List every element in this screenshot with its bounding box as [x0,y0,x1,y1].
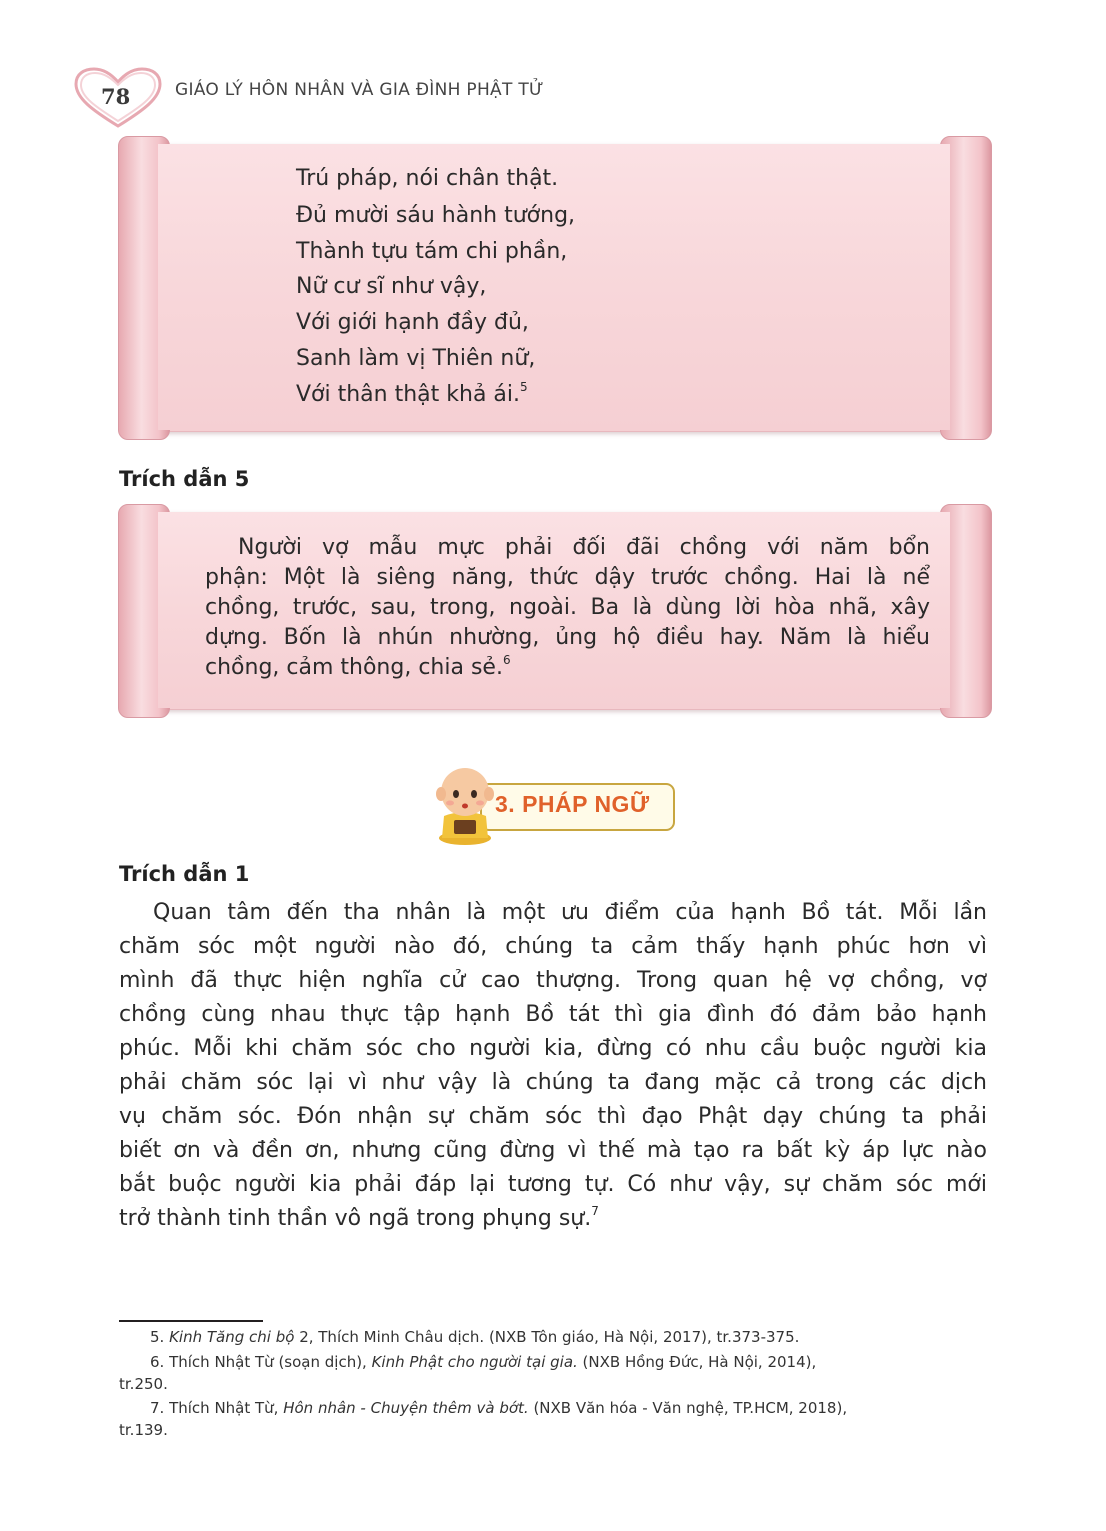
quote1-line: phải chăm sóc lại vì như vậy là chúng ta đang mặc cả trong các dịch [119,1070,987,1095]
poem-line: Nữ cư sĩ như vậy, [296,274,487,299]
quote1-line: bắt buộc người kia phải đáp lại tương tự. Có như vậy, sự chăm sóc mới [119,1172,987,1197]
quote1-line-last: trở thành tinh thần vô ngã trong phụng sự.$^7$ [119,1204,599,1231]
quote1-line: chăm sóc một người nào đó, chúng ta cảm thấy hạnh phúc hơn vì [119,934,987,959]
footnote-ref: 7 [591,1204,599,1218]
poem-line: Thành tựu tám chi phần, [296,239,568,264]
heading-trich-dan-5: Trích dẫn 5 [119,467,250,491]
footnote-7-cont: tr.139. [119,1421,168,1439]
poem-line-last: Với thân thật khả ái.$^5$ [296,380,528,407]
footnote-rule [119,1320,263,1322]
quote5-line: phận: Một là siêng năng, thức dậy trước chồng. Hai là nể [205,565,930,590]
quote5-line: chồng, trước, sau, trong, ngoài. Ba là dùng lời hòa nhã, xây [205,595,930,620]
quote1-line: vụ chăm sóc. Đón nhận sự chăm sóc thì đạo Phật dạy chúng ta phải [119,1104,987,1129]
footnote-7: 7. Thích Nhật Từ, Hôn nhân - Chuyện thêm và bớt. (NXB Văn hóa - Văn nghệ, TP.HCM, 2018), [150,1399,848,1417]
quote5-line: Người vợ mẫu mực phải đối đãi chồng với năm bổn [238,535,930,560]
poem-line: Trú pháp, nói chân thật. [296,166,559,191]
footnote-ref: 5 [520,380,528,394]
quote1-line: biết ơn và đền ơn, nhưng cũng đừng vì thế mà tạo ra bất kỳ áp lực nào [119,1138,987,1163]
quote1-line: mình đã thực hiện nghĩa cử cao thượng. Trong quan hệ vợ chồng, vợ [119,968,987,993]
poem-line: Sanh làm vị Thiên nữ, [296,346,536,371]
section-title: 3. PHÁP NGỮ [495,791,650,817]
running-header: GIÁO LÝ HÔN NHÂN VÀ GIA ĐÌNH PHẬT TỬ [175,80,544,100]
quote1-line: phúc. Mỗi khi chăm sóc cho người kia, đừng có nhu cầu buộc người kia [119,1036,987,1061]
footnote-6: 6. Thích Nhật Từ (soạn dịch), Kinh Phật cho người tại gia. (NXB Hồng Đức, Hà Nội, 2014), [150,1353,817,1371]
quote5-line-last: chồng, cảm thông, chia sẻ.$^6$ [205,653,511,680]
quote1-line: chồng cùng nhau thực tập hạnh Bồ tát thì gia đình đó đảm bảo hạnh [119,1002,987,1027]
page-number: 78 [101,84,131,109]
footnote-ref: 6 [502,653,511,667]
poem-line: Đủ mười sáu hành tướng, [296,203,576,228]
monk-mascot-icon [424,758,506,846]
footnote-6-cont: tr.250. [119,1375,168,1393]
quote5-line: dựng. Bốn là nhún nhường, ủng hộ điều hay. Năm là hiểu [205,625,930,650]
heading-trich-dan-1: Trích dẫn 1 [119,862,250,886]
quote1-line: Quan tâm đến tha nhân là một ưu điểm của hạnh Bồ tát. Mỗi lần [153,900,987,925]
poem-line: Với giới hạnh đầy đủ, [296,310,529,335]
footnote-5: 5. Kinh Tăng chi bộ 2, Thích Minh Châu dịch. (NXB Tôn giáo, Hà Nội, 2017), tr.373-375. [150,1328,800,1346]
